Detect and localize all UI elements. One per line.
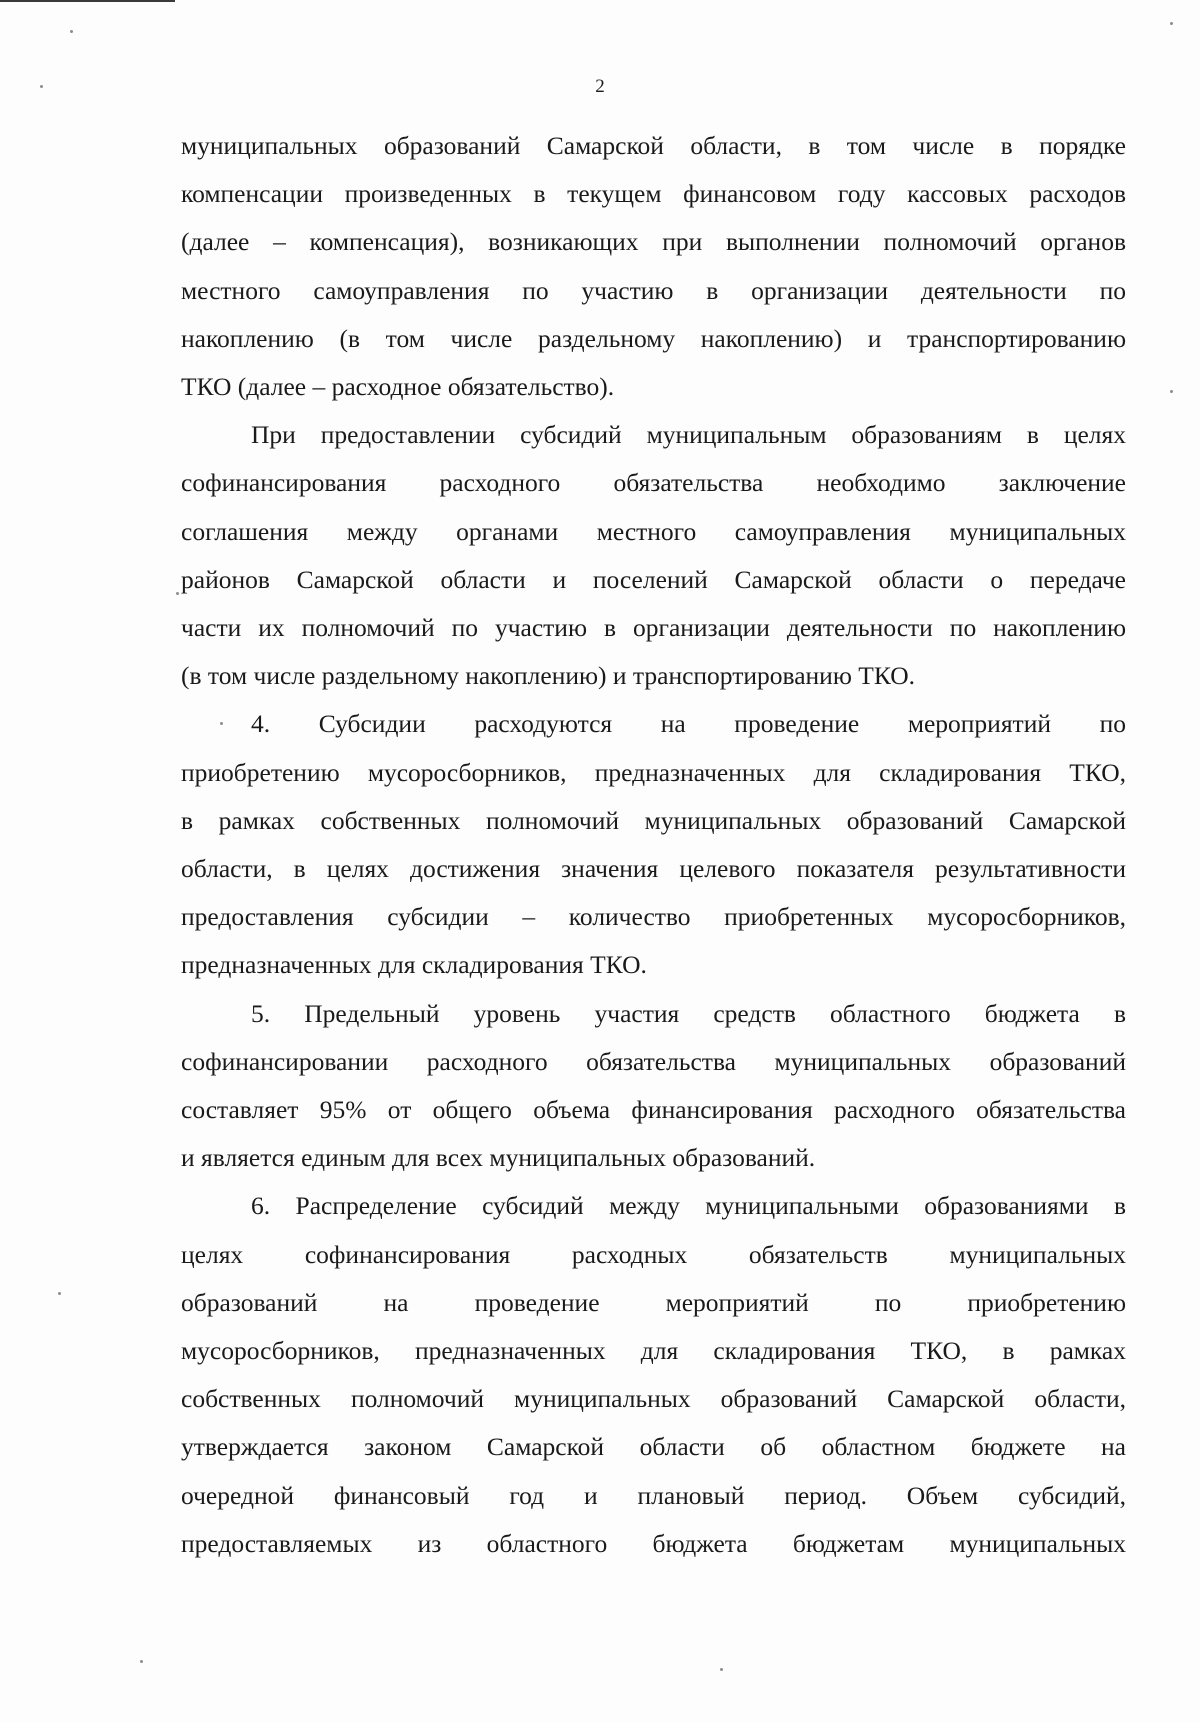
text-line: приобретению мусоросборников, предназначенных для складирования ТКО, <box>181 757 1126 787</box>
text-line: 5. Предельный уровень участия средств областного бюджета в <box>251 998 1126 1028</box>
text-line: составляет 95% от общего объема финансирования расходного обязательства <box>181 1095 1126 1125</box>
page-number: 2 <box>595 76 605 97</box>
text-line: (в том числе раздельному накоплению) и транспортированию ТКО. <box>181 661 915 691</box>
scan-speck <box>40 85 43 88</box>
text-line: районов Самарской области и поселений Самарской области о передаче <box>181 564 1126 594</box>
text-line: накоплению (в том числе раздельному накоплению) и транспортированию <box>181 323 1126 353</box>
text-line: 6. Распределение субсидий между муниципальными образованиями в <box>251 1191 1126 1221</box>
text-line: образований на проведение мероприятий по приобретению <box>181 1287 1126 1317</box>
text-line: софинансирования расходного обязательства необходимо заключение <box>181 468 1126 498</box>
text-line: местного самоуправления по участию в организации деятельности по <box>181 275 1126 305</box>
text-line: соглашения между органами местного самоуправления муниципальных <box>181 516 1126 546</box>
text-line: очередной финансовый год и плановый период. Объем субсидий, <box>181 1480 1126 1510</box>
scan-speck <box>220 722 223 725</box>
text-line: мусоросборников, предназначенных для складирования ТКО, в рамках <box>181 1336 1126 1366</box>
text-line: ТКО (далее – расходное обязательство). <box>181 372 615 402</box>
scan-speck <box>70 30 73 33</box>
paragraph-item-5 <box>181 990 1126 1183</box>
text-line: предоставляемых из областного бюджета бюджетам муниципальных <box>181 1528 1126 1558</box>
text-line: в рамках собственных полномочий муниципальных образований Самарской <box>181 805 1126 835</box>
text-line: компенсации произведенных в текущем финансовом году кассовых расходов <box>181 179 1126 209</box>
text-line: При предоставлении субсидий муниципальным образованиям в целях <box>251 420 1126 450</box>
text-line: софинансировании расходного обязательства муниципальных образований <box>181 1046 1126 1076</box>
text-line: предназначенных для складирования ТКО. <box>181 950 647 980</box>
text-line: утверждается законом Самарской области об областном бюджете на <box>181 1432 1126 1462</box>
text-line: целях софинансирования расходных обязательств муниципальных <box>181 1239 1126 1269</box>
text-line: 4. Субсидии расходуются на проведение мероприятий по <box>251 709 1126 739</box>
text-line: собственных полномочий муниципальных образований Самарской области, <box>181 1384 1126 1414</box>
text-line: (далее – компенсация), возникающих при выполнении полномочий органов <box>181 227 1126 257</box>
scan-edge-line <box>0 0 175 2</box>
text-line: предоставления субсидии – количество приобретенных мусоросборников, <box>181 902 1126 932</box>
text-line: и является единым для всех муниципальных образований. <box>181 1143 816 1173</box>
text-line: области, в целях достижения значения целевого показателя результативности <box>181 854 1126 884</box>
document-body <box>181 122 1126 1568</box>
scan-speck <box>58 1292 61 1295</box>
text-line: муниципальных образований Самарской области, в том числе в порядке <box>181 131 1126 160</box>
scan-speck <box>140 1660 143 1663</box>
scan-speck <box>1170 22 1173 25</box>
paragraph-item-4 <box>181 700 1126 989</box>
text-line: части их полномочий по участию в организации деятельности по накоплению <box>181 613 1126 643</box>
paragraph-item-6 <box>181 1182 1126 1568</box>
scan-speck <box>1170 390 1173 393</box>
scan-speck <box>720 1668 723 1671</box>
paragraph-1 <box>181 122 1126 411</box>
scan-speck <box>176 592 179 595</box>
paragraph-2 <box>181 411 1126 700</box>
